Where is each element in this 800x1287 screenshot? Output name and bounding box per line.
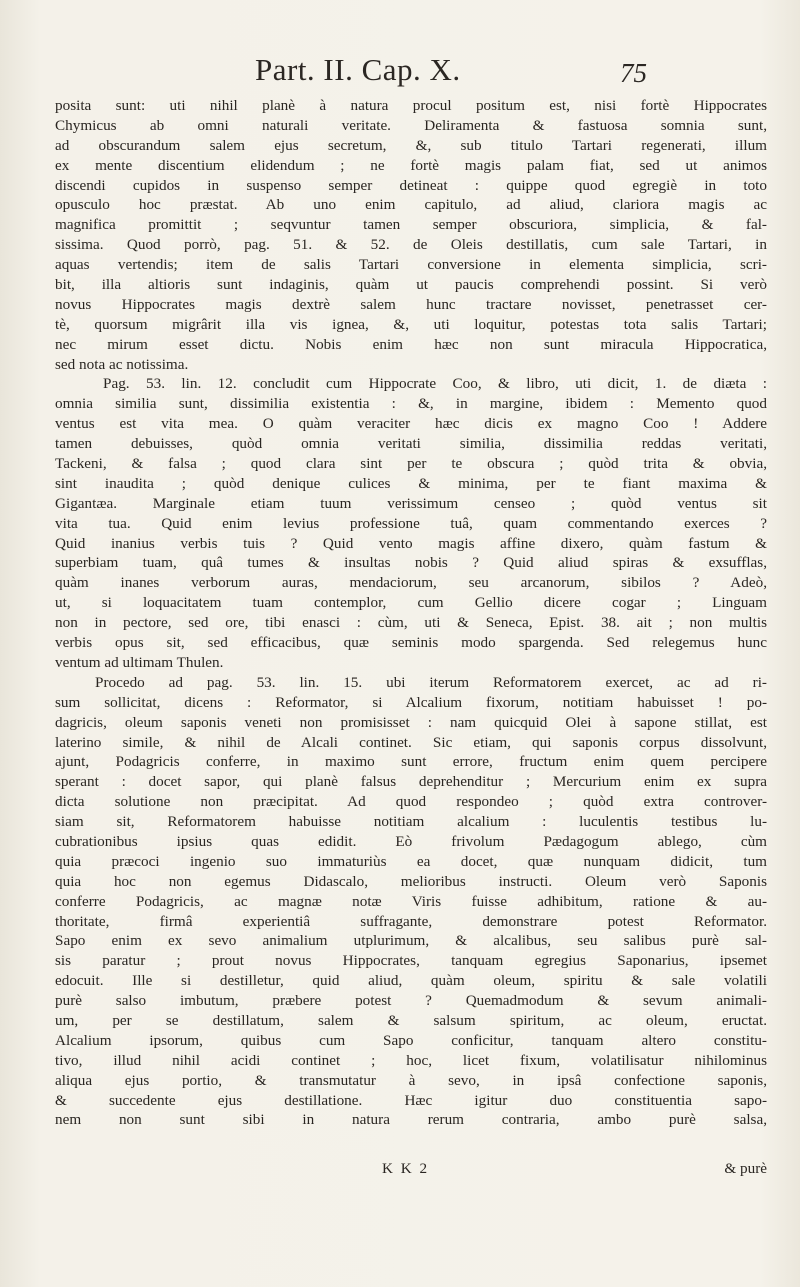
- text-line: Pag. 53. lin. 12. concludit cum Hippocrate Coo, & libro, uti dicit, 1. de diæta :: [103, 375, 767, 393]
- text-line: posita sunt: uti nihil planè à natura procul positum est, nisi fortè Hippocrates: [55, 97, 767, 114]
- text-line: nec mirum esset dictu. Nobis enim hæc non sunt miracula Hippocratica,: [55, 335, 767, 353]
- text-line: tè, quorsum migrârit illa vis ignea, &, uti loquitur, potestas tota salis Tartari;: [55, 315, 767, 333]
- text-line: tamen debuisses, quòd omnia veritati similia, dissimilia reddas veritati,: [55, 435, 767, 453]
- text-line: superbiam tuam, quâ tumes & insultas nobis ? Quid aliud spiras & exsufflas,: [55, 554, 767, 572]
- text-line: aquas vertendis; item de salis Tartari conversione in elementa simplicia, scri-: [55, 256, 767, 274]
- text-line: purè salso imbutum, præbere potest ? Quemadmodum & sevum animali-: [55, 992, 767, 1010]
- text-line: nem non sunt sibi in natura rerum contraria, ambo purè salsa,: [55, 1111, 767, 1129]
- text-line: Sapo enim ex sevo animalium utplurimum, & alcalibus, seu salibus purè sal-: [55, 932, 767, 950]
- text-line: novus Hippocrates magis dextrè salem hunc tractare novisset, penetrasset cer-: [55, 295, 767, 313]
- text-line: cubrationibus ipsius quas edidit. Eò frivolum Pædagogum ablego, cùm: [55, 832, 767, 850]
- text-line: aliqua ejus portio, & transmutatur à sevo, in ipsâ confectione saponis,: [55, 1071, 767, 1089]
- text-line: dicta solutione non præcipitat. Ad quod respondeo ; quòd extra controver-: [55, 793, 767, 811]
- text-line: sed nota ac notissima.: [55, 355, 189, 373]
- text-line: quàm inanes verborum auras, mendaciorum, seu arcanorum, sibilos ? Adeò,: [55, 574, 767, 592]
- text-line: omnia similia sunt, dissimilia existentia : &, in margine, ibidem : Memento quod: [55, 395, 767, 413]
- text-line: sint inaudita ; quòd denique culices & minima, per te fiant maxima &: [55, 474, 767, 492]
- text-line: um, per se destillatum, salem & salsum spiritum, ac oleum, eructat.: [55, 1011, 767, 1029]
- text-line: magnifica promittit ; seqvuntur tamen semper obscuriora, simplicia, & fal-: [55, 216, 767, 234]
- text-line: sperant : docet sapor, qui planè falsus deprehenditur ; Mercurium enim ex supra: [55, 773, 767, 791]
- body-text: [55, 96, 767, 1150]
- text-line: ventus est vita mea. O quàm veraciter hæc dicis ex magno Coo ! Addere: [55, 415, 767, 433]
- text-line: tivo, illud nihil acidi continet ; hoc, licet fixum, volatilisatur nihilominus: [55, 1051, 767, 1069]
- text-line: verbis opus sit, sed efficacibus, quæ seminis modo spargenda. Sed relegemus hunc: [55, 634, 767, 652]
- text-line: edocuit. Ille si destilletur, quid aliud, quàm oleum, spiritu & sale volatili: [55, 972, 767, 990]
- text-line: ut, si loquacitatem tuam contemplor, cum Gellio dicere cogar ; Linguam: [55, 594, 767, 612]
- text-line: Procedo ad pag. 53. lin. 15. ubi iterum Reformatorem exercet, ac ad ri-: [95, 673, 767, 691]
- text-line: sum sollicitat, dicens : Reformator, si Alcalium fixorum, notitiam habuisset ! po-: [55, 693, 767, 711]
- text-line: & succedente ejus destillatione. Hæc igitur duo constituentia sapo-: [55, 1091, 767, 1109]
- text-line: Tackeni, & falsa ; quod clara sint per te obscura ; quòd trita & obvia,: [55, 455, 767, 473]
- text-line: bit, illa altioris sunt indaginis, quàm ut paucis comprehendi possint. Si verò: [55, 276, 767, 294]
- text-line: non in pectore, sed ore, tibi enasci : cùm, uti & Seneca, Epist. 38. ait ; non multis: [55, 614, 767, 632]
- text-line: laterino simile, & nihil de Alcali continet. Sic etiam, qui saponis corpus dissolvunt,: [55, 733, 767, 751]
- text-line: ex mente discentium elidendum ; ne fortè magis palam fiat, sed ut animos: [55, 156, 767, 174]
- page-number: 75: [620, 58, 647, 88]
- running-head: [0, 52, 800, 92]
- text-line: Alcalium ipsorum, quibus cum Sapo conficitur, tanquam altero constitu-: [55, 1031, 767, 1049]
- text-line: sissima. Quod porrò, pag. 51. & 52. de Oleis destillatis, cum sale Tartari, in: [55, 236, 767, 254]
- text-line: discendi cupidos in suspenso semper detineat : quippe quod egregiè in toto: [55, 176, 767, 194]
- page-footer: [55, 1160, 767, 1182]
- text-line: Gigantæa. Marginale etiam tuum verissimum censeo ; quòd ventus sit: [55, 494, 767, 512]
- text-line: thoritate, firmâ experientiâ suffragante, demonstrare potest Reformator.: [55, 912, 767, 930]
- text-line: dagricis, oleum saponis veneti non promisisset : nam quicquid Olei à sapone stillat, est: [55, 713, 767, 731]
- running-title: Part. II. Cap. X.: [255, 52, 461, 87]
- text-line: ventum ad ultimam Thulen.: [55, 653, 224, 671]
- text-line: vita tua. Quid enim levius professione tuâ, quam commentando exerces ?: [55, 514, 767, 532]
- catchword: & purè: [724, 1160, 767, 1177]
- text-line: sis paratur ; prout novus Hippocrates, tanquam egregius Saponarius, ipsemet: [55, 952, 767, 970]
- text-line: siam sit, Reformatorem habuisse notitiam alcalium : luculentis testibus lu-: [55, 813, 767, 831]
- text-line: quia hoc non egemus Didascalo, melioribus instructi. Oleum verò Saponis: [55, 872, 767, 890]
- text-line: ajunt, Podagricis conferre, in maximo sunt errore, fructum enim quem percipere: [55, 753, 767, 771]
- text-line: Quid inanius verbis tuis ? Quid vento magis affine dixero, quàm fastum &: [55, 534, 767, 552]
- text-line: quia præcoci ingenio suo immaturiùs ea docet, quæ nunquam didicit, tum: [55, 852, 767, 870]
- text-line: [55, 1130, 767, 1150]
- text-line: conferre Podagricis, ac magnæ notæ Viris fuisse adhibitum, ratione & au-: [55, 892, 767, 910]
- text-line: ad obscurandum salem ejus secretum, &, sub titulo Tartari regenerati, illum: [55, 136, 767, 154]
- text-line: opusculo hoc præstat. Ab uno enim capitulo, ad aliud, clariora magis ac: [55, 196, 767, 214]
- signature-mark: K K 2: [382, 1160, 430, 1177]
- text-line: Chymicus ab omni naturali veritate. Deliramenta & fastuosa somnia sunt,: [55, 116, 767, 134]
